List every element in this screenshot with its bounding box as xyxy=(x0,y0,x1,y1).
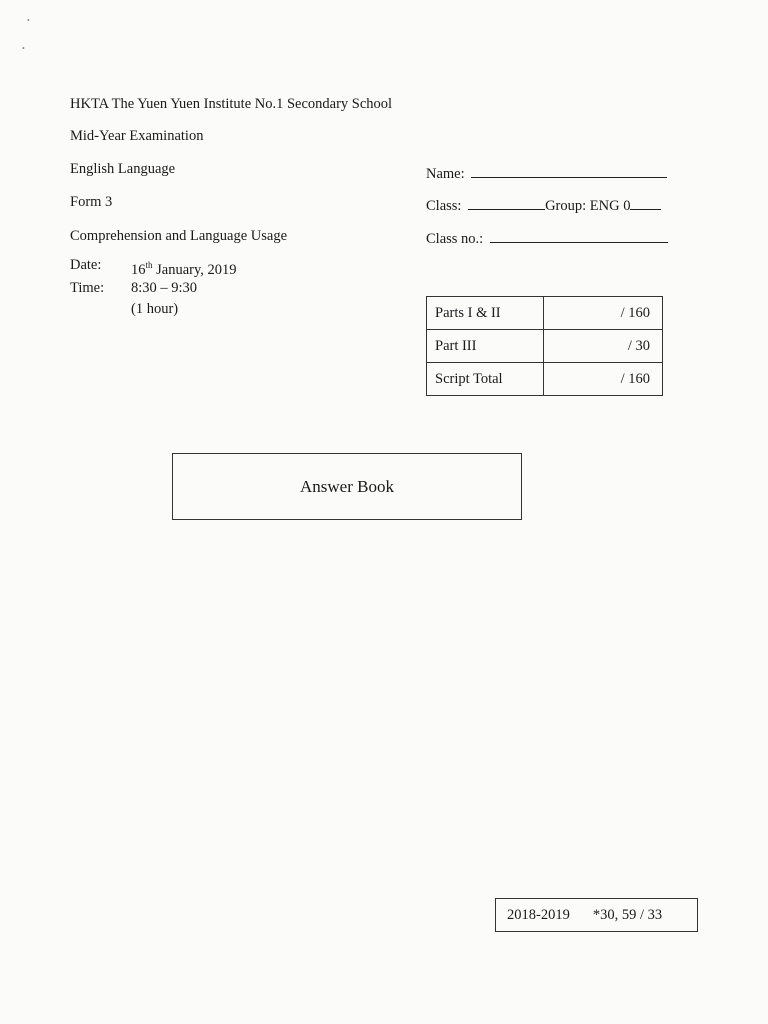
school-name: HKTA The Yuen Yuen Institute No.1 Secondary School xyxy=(70,96,393,112)
group-blank[interactable] xyxy=(630,196,661,210)
date-suffix: th xyxy=(145,260,153,270)
class-blank[interactable] xyxy=(468,196,545,210)
score-label: Script Total xyxy=(427,363,544,396)
date-rest: January, 2019 xyxy=(152,261,237,278)
score-table xyxy=(426,296,663,396)
group-label: Group: ENG 0 xyxy=(545,198,631,214)
date-value xyxy=(131,256,237,279)
date-day: 16 xyxy=(131,261,146,278)
footer-code-box xyxy=(495,898,698,932)
score-value: / 160 xyxy=(544,363,663,396)
classno-blank[interactable] xyxy=(490,229,668,243)
form-level: Form 3 xyxy=(70,194,113,210)
exam-title: Mid-Year Examination xyxy=(70,128,204,144)
date-label: Date: xyxy=(70,257,102,273)
classno-label: Class no.: xyxy=(426,231,484,247)
class-field[interactable] xyxy=(426,196,661,215)
table-row xyxy=(427,363,663,396)
score-value: / 30 xyxy=(544,330,663,363)
table-row xyxy=(427,297,663,330)
table-row xyxy=(427,330,663,363)
score-value: / 160 xyxy=(544,297,663,330)
paper-title: Comprehension and Language Usage xyxy=(70,228,288,244)
name-blank[interactable] xyxy=(471,164,667,178)
score-label: Parts I & II xyxy=(427,297,544,330)
duration: (1 hour) xyxy=(131,301,179,317)
footer-code: *30, 59 / 33 xyxy=(592,906,663,923)
time-value: 8:30 – 9:30 xyxy=(131,280,198,296)
scan-speck: • xyxy=(27,16,30,25)
footer-year: 2018-2019 xyxy=(507,906,570,923)
score-label: Part III xyxy=(427,330,544,363)
answer-book-box xyxy=(172,453,522,520)
subject: English Language xyxy=(70,161,176,177)
time-label: Time: xyxy=(70,280,105,296)
name-field[interactable] xyxy=(426,164,667,183)
classno-field[interactable] xyxy=(426,229,668,248)
scan-speck: • xyxy=(22,44,25,53)
class-label: Class: xyxy=(426,198,462,214)
name-label: Name: xyxy=(426,166,465,182)
answer-book-title: Answer Book xyxy=(300,476,394,496)
